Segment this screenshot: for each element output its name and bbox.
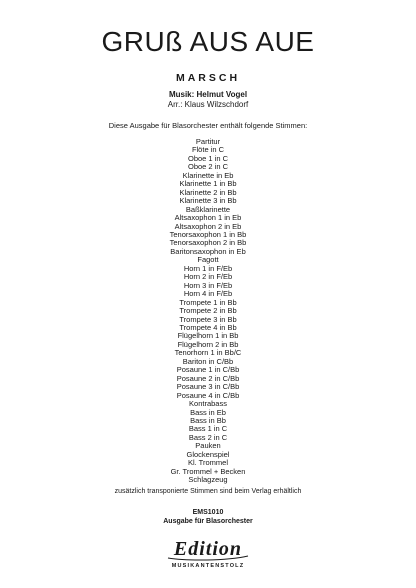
part-list-item: Posaune 1 in C/Bb bbox=[176, 365, 240, 375]
catalog-code: EMS1010 bbox=[192, 509, 224, 516]
part-list-item: Bariton in C/Bb bbox=[182, 356, 234, 366]
part-list-item: Klarinette 1 in Bb bbox=[179, 179, 237, 189]
part-list-item: Horn 3 in F/Eb bbox=[183, 280, 233, 290]
part-list-item: Baßklarinette bbox=[185, 204, 231, 214]
part-list-item: Horn 2 in F/Eb bbox=[183, 272, 233, 282]
part-list-item: Kontrabass bbox=[189, 399, 227, 409]
parts-intro: Diese Ausgabe für Blasorchester enthält folgende Stimmen: bbox=[108, 121, 308, 130]
part-list-item: Horn 1 in F/Eb bbox=[183, 263, 233, 273]
part-list-item: Altsaxophon 2 in Eb bbox=[174, 221, 242, 231]
part-list-item: Oboe 1 in C bbox=[187, 153, 229, 163]
logo-swash-icon bbox=[166, 553, 250, 561]
part-list-item: Trompete 4 in Bb bbox=[179, 322, 237, 332]
part-list-item: Trompete 2 in Bb bbox=[179, 306, 237, 316]
part-list-item: Horn 4 in F/Eb bbox=[183, 289, 233, 299]
part-list-item: Pauken bbox=[195, 441, 221, 451]
part-list-item: Posaune 4 in C/Bb bbox=[176, 390, 240, 400]
part-list-item: Fagott bbox=[197, 255, 219, 265]
part-list-item: Gr. Trommel + Becken bbox=[170, 466, 246, 476]
publisher-logo bbox=[158, 539, 258, 579]
part-list-item: Trompete 3 in Bb bbox=[179, 314, 237, 324]
part-list-item: Tenorsaxophon 1 in Bb bbox=[169, 229, 247, 239]
part-list-item: Glockenspiel bbox=[186, 449, 230, 459]
part-list-item: Trompete 1 in Bb bbox=[179, 297, 237, 307]
page-title: GRUß AUS AUE bbox=[101, 26, 315, 57]
logo-script-text: Edition bbox=[173, 538, 243, 560]
part-list-item: Baritonsaxophon in Eb bbox=[170, 246, 246, 256]
edition-label: Ausgabe für Blasorchester bbox=[163, 518, 253, 525]
part-list-item: Klarinette in Eb bbox=[182, 170, 234, 180]
part-list-item: Oboe 2 in C bbox=[187, 162, 229, 172]
credits bbox=[0, 90, 416, 110]
part-list-item: Flöte in C bbox=[191, 145, 225, 155]
part-list-item: Schlagzeug bbox=[188, 475, 228, 485]
parts-list bbox=[0, 138, 416, 485]
logo-publisher-name: MUSIKANTENSTOLZ bbox=[171, 563, 245, 569]
composer-credit: Musik: Helmut Vogel bbox=[168, 90, 248, 99]
part-list-item: Bass in Bb bbox=[190, 415, 226, 425]
part-list-item: Kl. Trommel bbox=[187, 458, 228, 468]
transposed-parts-note: zusätzlich transponierte Stimmen sind beim Verlag erhältlich bbox=[114, 488, 302, 495]
part-list-item: Tenorsaxophon 2 in Bb bbox=[169, 238, 247, 248]
part-list-item: Bass 1 in C bbox=[188, 424, 228, 434]
part-list-item: Altsaxophon 1 in Eb bbox=[174, 213, 242, 223]
part-list-item: Posaune 3 in C/Bb bbox=[176, 382, 240, 392]
piece-subtitle: MARSCH bbox=[175, 72, 241, 84]
part-list-item: Posaune 2 in C/Bb bbox=[176, 373, 240, 383]
arranger-credit: Arr.: Klaus Wilzschdorf bbox=[167, 100, 249, 109]
part-list-item: Bass 2 in C bbox=[188, 432, 228, 442]
part-list-item: Tenorhorn 1 in Bb/C bbox=[174, 348, 242, 358]
part-list-item: Flügelhorn 1 in Bb bbox=[177, 331, 239, 341]
part-list-item: Partitur bbox=[195, 137, 221, 146]
part-list-item: Flügelhorn 2 in Bb bbox=[177, 339, 239, 349]
part-list-item: Klarinette 3 in Bb bbox=[179, 196, 237, 206]
part-list-item: Bass in Eb bbox=[190, 407, 226, 417]
part-list-item: Klarinette 2 in Bb bbox=[179, 187, 237, 197]
